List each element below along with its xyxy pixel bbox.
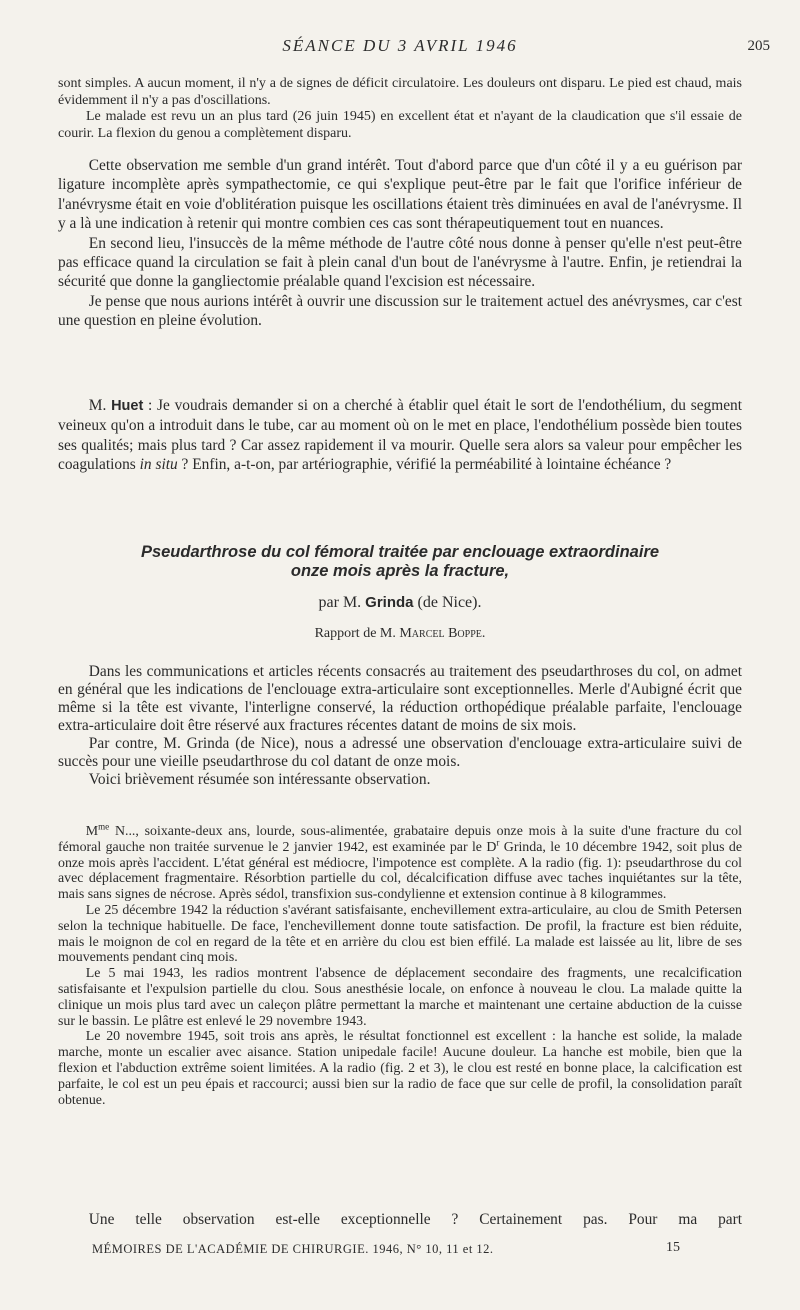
paragraph: En second lieu, l'insuccès de la même méthode de l'autre côté nous donne à penser qu'elle n'est peut-être pas efficace quand la circulation se fait à plein canal d'un bout de l'anévrysme à l'autre. Enfin, je retiendrai la sécurité que donne la gangliectomie préalable quand l'excision est nécessaire. — [58, 234, 742, 291]
paragraph: Une telle observation est-elle exceptionnelle ? Certainement pas. Pour ma part — [88, 1211, 742, 1228]
speaker-name: Huet — [111, 398, 144, 414]
report-line — [0, 626, 800, 642]
report-prefix: Rapport de M. — [314, 626, 400, 641]
reporter-name: Marcel Boppe. — [399, 626, 486, 641]
article-title-line: onze mois après la fracture, — [290, 562, 510, 580]
paragraph: sont simples. A aucun moment, il n'y a de signes de déficit circulatoire. Les douleurs ont disparu. Le pied est chaud, mais évidemment il n'y a pas d'oscillations. — [58, 76, 742, 108]
title-abbr: M — [85, 824, 99, 839]
article-title-line: Pseudarthrose du col fémoral traitée par enclouage extraordinaire — [140, 543, 660, 561]
page-header — [0, 36, 800, 60]
signature-mark: 15 — [666, 1240, 680, 1255]
article-intro — [58, 663, 742, 789]
superscript: me — [98, 821, 110, 832]
paragraph — [58, 821, 742, 903]
commentary — [58, 156, 742, 331]
byline — [0, 594, 800, 612]
article-title — [40, 543, 760, 581]
closing-text — [58, 1210, 742, 1229]
paragraph-text: Grinda, le 10 décembre 1942, soit plus de onze mois après l'accident. L'état général est médiocre, l'impotence est complète. A la radio (fig. 1): pseudarthrose du col avec déplacement fragmentaire. Résorbtion partielle du col, décalcification diffuse avec taches inquiétantes sur la tête, mais sans signes de nécrose. Après sédol, transfixion sus-condylienne et extension continue à 8 kilogrammes. — [58, 839, 742, 903]
paragraph: Le 20 novembre 1945, soit trois ans après, le résultat fonctionnel est excellent : la hanche est solide, la malade marche, monte un escalier avec aisance. Station unipedale facile! Aucune douleur. La hanche est mobile, bien que la flexion et l'abduction extrême soient limitées. A la radio (fig. 2 et 3), le clou est resté en bonne place, la calcification est parfaite, le col est un peu épais et raccourci; aussi bien sur la radio de face que sur celle de profil, la consolidation paraît obtenue. — [58, 1029, 742, 1108]
paragraph — [58, 396, 742, 475]
journal-reference: MÉMOIRES DE L'ACADÉMIE DE CHIRURGIE. 1946, N° 10, 11 et 12. — [92, 1242, 494, 1256]
paragraph-text: N..., soixante-deux ans, lourde, sous-alimentée, grabataire depuis onze mois à la suite d'une fracture du col fémoral gauche non traitée survenue le 2 janvier 1942, est examinée par le D — [58, 824, 742, 855]
paragraph: Cette observation me semble d'un grand intérêt. Tout d'abord parce que d'un côté il y a eu guérison par ligature incomplète après sympathectomie, ce qui s'explique peut-être par le fait que l'orifice inférieur de l'anévrysme était en voie d'oblitération puisque les oscillations étaient très diminuées en aval de l'anévrysme. Il y a là une indication à retenir qui montre combien ces cas sont thérapeutiquement tout en nuances. — [58, 157, 742, 233]
byline-prefix: par M. — [318, 594, 366, 611]
paragraph: Le malade est revu un an plus tard (26 juin 1945) en excellent état et n'ayant de la claudication que s'il essaie de courir. La flexion du genou a complètement disparu. — [58, 109, 742, 141]
author-name: Grinda — [365, 594, 414, 611]
paragraph: Le 5 mai 1943, les radios montrent l'absence de déplacement secondaire des fragments, une recalcification satisfaisante et l'expulsion partielle du clou. Sous anesthésie locale, on enfonce à nouveau le clou. La malade quitte la clinique un mois plus tard avec un caleçon plâtre permettant la marche et maintenant une certaine abduction de la cuisse sur le bassin. Le plâtre est enlevé le 29 novembre 1943. — [58, 966, 742, 1029]
speaker-prefix: M. — [88, 397, 112, 414]
page-footer — [0, 1242, 800, 1262]
paragraph: Dans les communications et articles récents consacrés au traitement des pseudarthroses du col, on admet en général que les indications de l'enclouage extra-articulaire sont exceptionnelles. Merle d'Aubigné écrit que même si la tête est vivante, l'interligne conservé, la réduction orthopédique préalable parfaite, l'enclouage extra-articulaire doit être réservé aux fractures récentes datant de moins de six mois. — [58, 663, 742, 734]
paragraph: Par contre, M. Grinda (de Nice), nous a adressé une observation d'enclouage extra-articulaire suivi de succès pour une vieille pseudarthrose du col datant de onze mois. — [58, 735, 742, 770]
running-title: SÉANCE DU 3 AVRIL 1946 — [282, 36, 518, 55]
case-observation — [58, 821, 742, 1108]
superscript: r — [496, 837, 500, 848]
paragraph: Le 25 décembre 1942 la réduction s'avérant satisfaisante, enchevillement extra-articulaire, au clou de Smith Petersen selon la technique habituelle. De face, l'enchevillement donne toute satisfaction. De profil, la fracture est bien réduite, mais le moignon de col en regard de la tête et en arrière du clou est bien effilé. La malade est laissée au lit, libre de ses mouvements pendant cinq mois. — [58, 902, 742, 966]
case-continuation — [58, 76, 742, 142]
page-number: 205 — [747, 38, 770, 54]
discussion-remark — [58, 396, 742, 475]
byline-suffix: (de Nice). — [413, 594, 482, 611]
remark-text: ? Enfin, a-t-on, par artériographie, vérifié la perméabilité à lointaine échéance ? — [177, 456, 672, 474]
italic-term: in situ — [139, 456, 178, 474]
paragraph: Je pense que nous aurions intérêt à ouvrir une discussion sur le traitement actuel des anévrysmes, car c'est une question en pleine évolution. — [58, 292, 742, 330]
paragraph: Voici brièvement résumée son intéressante observation. — [88, 771, 431, 788]
remark-text: : Je voudrais demander si on a cherché à établir quel était le sort de l'endothélium, du segment veineux qu'on a introduit dans le tube, car au moment où on le met en place, l'endothélium possède bien toutes ses qualités; mais plus tard ? Car assez rapidement il va mourir. Quelle sera alors sa valeur pour empêcher les coagulations — [58, 397, 742, 474]
